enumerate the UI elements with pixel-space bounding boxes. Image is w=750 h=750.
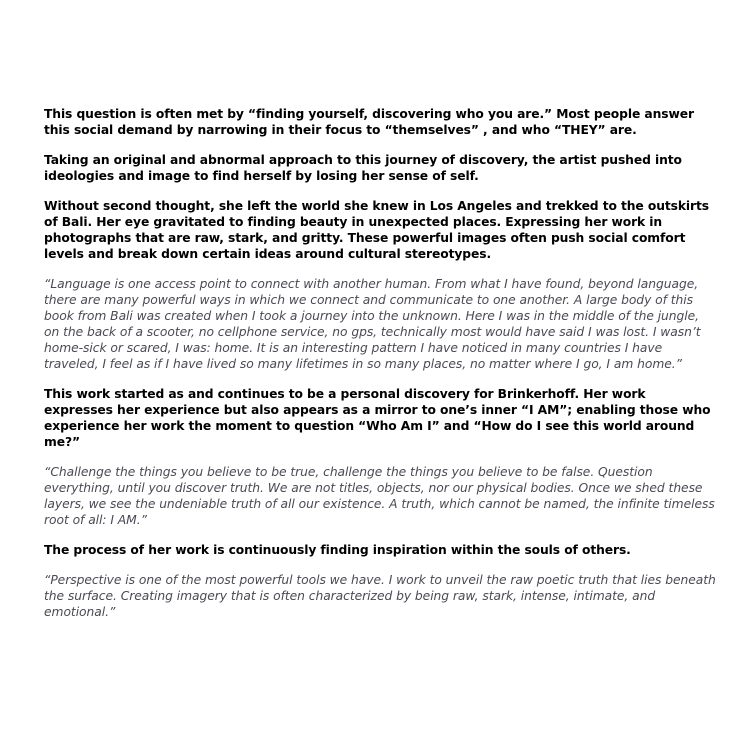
bali-paragraph: Without second thought, she left the world she knew in Los Angeles and trekked to the outskirts of Bali. Her eye gravitated to finding beauty in unexpected places. Expressing her work in photographs that are raw, stark, and gritty. These powerful images often push social comfort levels and break down certain ideas around cultural stereotypes. bbox=[44, 199, 710, 261]
discovery-paragraph: This work started as and continues to be a personal discovery for Brinkerhoff. Her work expresses her experience but also appears as a mirror to one’s inner “I AM”; enabling those who experience her work the moment to question “Who Am I” and “How do I see this world around me?” bbox=[44, 387, 711, 449]
perspective-quote: “Perspective is one of the most powerful tools we have. I work to unveil the raw poetic truth that lies beneath the surface. Creating imagery that is often characterized by being raw, stark, intense, intimate, and emotional.” bbox=[44, 573, 716, 619]
challenge-quote: “Challenge the things you believe to be true, challenge the things you believe to be false. Question everything, until you discover truth. We are not titles, objects, nor our physical bodies. Once we shed these layers, we see the undeniable truth of all our existence. A truth, which cannot be named, the infinite timeless root of all: I AM.” bbox=[44, 465, 715, 527]
document-body bbox=[44, 106, 716, 634]
language-quote: “Language is one access point to connect with another human. From what I have found, beyond language, there are many powerful ways in which we connect and communicate to one another. A large body of this book from Bali was created when I took a journey into the unknown. Here I was in the middle of the jungle, on the back of a scooter, no cellphone service, no gps, technically most would have said I was lost. I wasn’t home-sick or scared, I was: home. It is an interesting pattern I have noticed in many countries I have traveled, I feel as if I have lived so many lifetimes in so many places, no matter where I go, I am home.” bbox=[44, 277, 701, 371]
process-paragraph: The process of her work is continuously finding inspiration within the souls of others. bbox=[44, 543, 631, 557]
approach-paragraph: Taking an original and abnormal approach to this journey of discovery, the artist pushed into ideologies and image to find herself by losing her sense of self. bbox=[44, 153, 682, 183]
intro-paragraph: This question is often met by “finding yourself, discovering who you are.” Most people answer this social demand by narrowing in their focus to “themselves” , and who “THEY” are. bbox=[44, 107, 694, 137]
